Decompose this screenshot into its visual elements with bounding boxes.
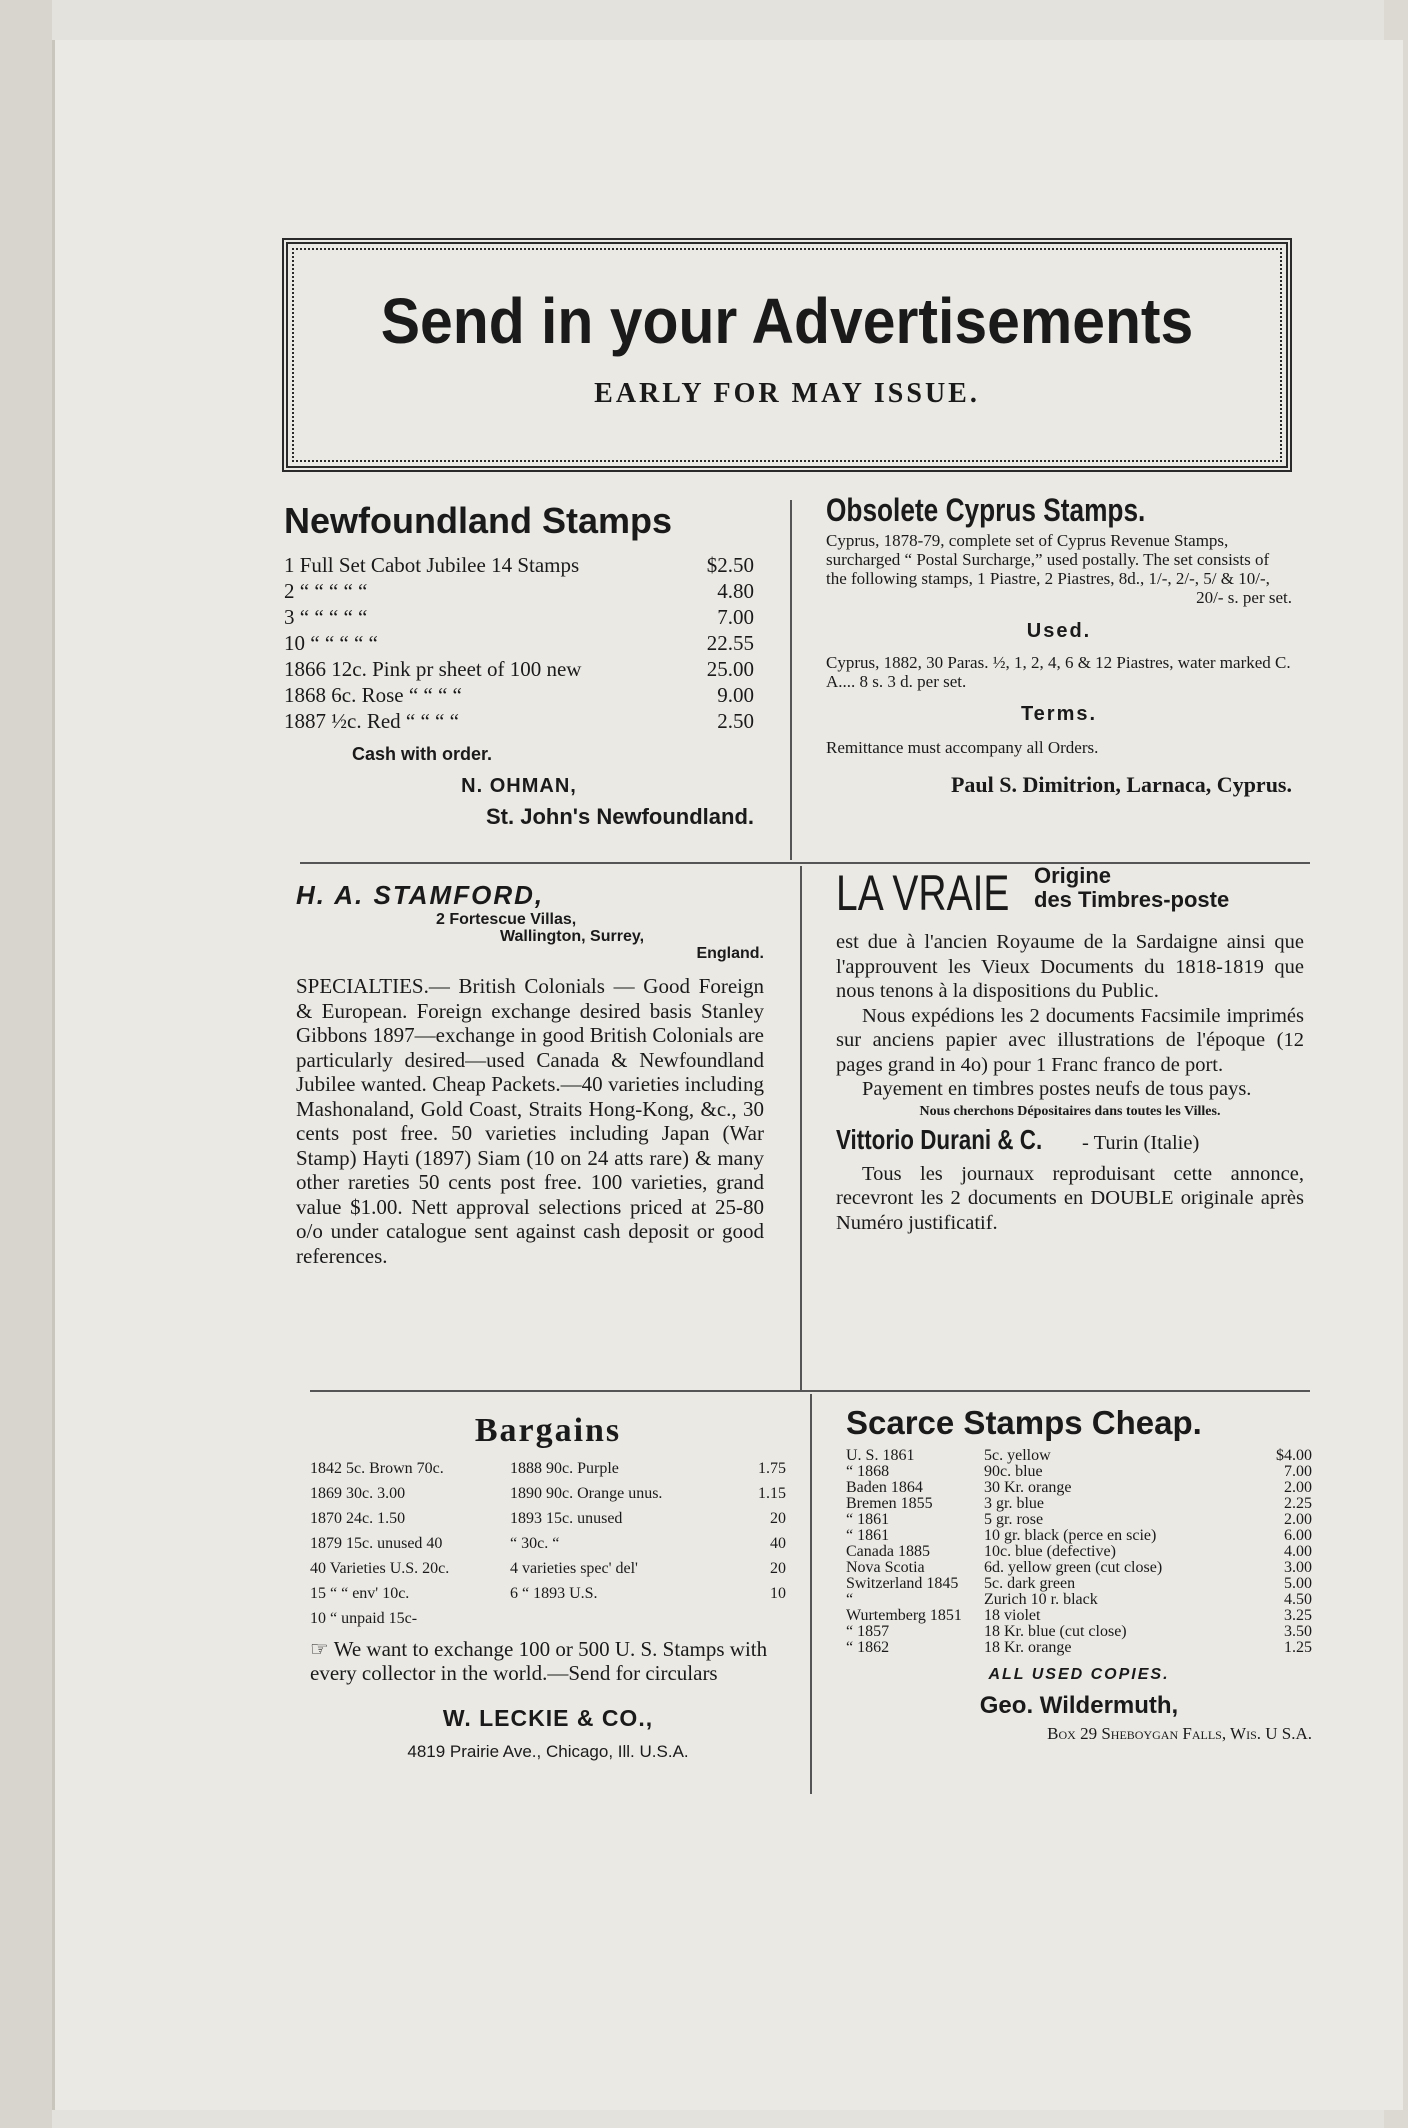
lavraie-paragraph-1: est due à l'ancien Royaume de la Sardaigne ainsi que l'approuvent les Vieux Documents du 1818-1819 que nous tenons à la dispositions du Public.: [836, 931, 1304, 1002]
newfoundland-row: [284, 656, 754, 682]
bargains-cell: 1879 15c. unused 40: [310, 1535, 443, 1552]
scarce-cell: 1.25: [1284, 1640, 1312, 1656]
newfoundland-terms: Cash with order.: [352, 744, 493, 764]
cyprus-name: Paul S. Dimitrion, Larnaca, Cyprus.: [950, 772, 1292, 797]
scarce-cell: Nova Scotia: [846, 1560, 925, 1576]
cyprus-used-text: Cyprus, 1882, 30 Paras. ½, 1, 2, 4, 6 & 12 Piastres, water marked C. A.... 8 s. 3 d. per set.: [826, 653, 1291, 691]
newfoundland-cell: 9.00: [717, 683, 754, 707]
lavraie-origine: Origine: [1034, 863, 1112, 888]
newfoundland-ad: [284, 500, 754, 830]
newfoundland-row: [284, 682, 754, 708]
page-edge-left: [0, 0, 52, 2128]
scarce-cell: 18 Kr. blue (cut close): [984, 1624, 1127, 1640]
scarce-cell: Wurtemberg 1851: [846, 1608, 962, 1624]
newfoundland-cell: 3 “ “ “ “ “: [284, 605, 368, 629]
cyprus-terms-heading: Terms.: [1020, 703, 1098, 725]
newfoundland-address: St. John's Newfoundland.: [485, 804, 754, 829]
scarce-cell: 90c. blue: [984, 1464, 1043, 1480]
scarce-row: [846, 1560, 1312, 1576]
newfoundland-cell: 1 Full Set Cabot Jubilee 14 Stamps: [284, 553, 580, 577]
bargains-cell: 15 “ “ env' 10c.: [310, 1585, 410, 1602]
lavraie-paragraph-5: Tous les journaux reproduisant cette annonce, recevront les 2 documents en DOUBLE originale après Numéro justificatif.: [836, 1162, 1304, 1234]
scarce-cell: 3 gr. blue: [984, 1496, 1044, 1512]
column-divider-mid: [800, 866, 802, 1390]
stamford-ad: [296, 880, 764, 1268]
scarce-cell: “: [846, 1592, 854, 1608]
newfoundland-cell: 7.00: [717, 605, 754, 629]
scarce-cell: 5 gr. rose: [984, 1512, 1044, 1528]
bargains-cell: 40 Varieties U.S. 20c.: [310, 1560, 450, 1577]
scarce-row: [846, 1640, 1312, 1656]
newfoundland-cell: 25.00: [706, 657, 754, 681]
scarce-cell: 2.00: [1284, 1512, 1312, 1528]
bargains-ad: [310, 1412, 786, 1762]
cyprus-terms-text: Remittance must accompany all Orders.: [826, 738, 1099, 757]
bargains-cell: 4 varieties spec' del': [510, 1560, 638, 1577]
stamford-address-2: Wallington, Surrey,: [500, 928, 645, 945]
scarce-cell: 7.00: [1284, 1464, 1312, 1480]
cyprus-used-heading: Used.: [1026, 620, 1092, 642]
newfoundland-heading: Newfoundland Stamps: [284, 500, 673, 541]
scarce-cell: Canada 1885: [846, 1544, 930, 1560]
bargains-cell: 10: [770, 1585, 786, 1602]
bargains-row: [310, 1481, 786, 1506]
bargains-cell: 20: [770, 1560, 786, 1577]
scarce-cell: 5c. dark green: [984, 1576, 1076, 1592]
cyprus-intro: Cyprus, 1878-79, complete set of Cyprus Revenue Stamps, surcharged “ Postal Surcharge,” used postally. The set consists of the following stamps, 1 Piastre, 2 Piastres, 8d., 1/-, 2/-, 5/ & 10/-,: [826, 531, 1270, 588]
newfoundland-cell: 2.50: [717, 709, 754, 733]
bargains-cell: 20: [770, 1510, 786, 1527]
newfoundland-cell: 4.80: [717, 579, 754, 603]
scarce-cell: “ 1868: [846, 1464, 890, 1480]
bargains-cell: 1890 90c. Orange unus.: [510, 1485, 663, 1502]
banner-title: Send in your Advertisements: [380, 285, 1194, 357]
newfoundland-name: N. OHMAN,: [461, 775, 577, 797]
lavraie-name: Vittorio Durani & C.: [836, 1123, 1043, 1155]
scarce-cell: 18 violet: [984, 1608, 1041, 1624]
scarce-cell: U. S. 1861: [846, 1448, 915, 1464]
bargains-cell: “ 30c. “: [510, 1535, 560, 1552]
scarce-price-list: [846, 1448, 1312, 1656]
newfoundland-row: [284, 708, 754, 734]
scarce-ad: [846, 1404, 1312, 1744]
newfoundland-row: [284, 578, 754, 604]
scarce-cell: 18 Kr. orange: [984, 1640, 1072, 1656]
bargains-cell: 1888 90c. Purple: [510, 1460, 619, 1477]
scarce-row: [846, 1512, 1312, 1528]
scarce-cell: 3.25: [1284, 1608, 1312, 1624]
newfoundland-cell: $2.50: [706, 553, 754, 577]
scarce-cell: 5.00: [1284, 1576, 1312, 1592]
bargains-row: [310, 1531, 786, 1556]
stamford-heading: H. A. STAMFORD,: [296, 880, 545, 910]
bargains-row: [310, 1456, 786, 1481]
scarce-cell: “ 1861: [846, 1528, 890, 1544]
newfoundland-row: [284, 630, 754, 656]
newfoundland-cell: 1887 ½c. Red “ “ “ “: [284, 709, 459, 733]
section-divider-2: [310, 1390, 1310, 1392]
bargains-cell: 1.15: [758, 1485, 786, 1502]
scarce-cell: 3.00: [1284, 1560, 1312, 1576]
bargains-row: [310, 1556, 786, 1581]
bargains-cell: 1870 24c. 1.50: [310, 1510, 406, 1527]
bargains-cell: [736, 1606, 786, 1631]
bargains-cell: 1893 15c. unused: [510, 1510, 623, 1527]
lavraie-subheading: des Timbres-poste: [1034, 887, 1230, 912]
scarce-cell: 5c. yellow: [984, 1448, 1051, 1464]
bargains-price-list: [310, 1456, 786, 1631]
scarce-cell: “ 1857: [846, 1624, 890, 1640]
scarce-row: [846, 1448, 1312, 1464]
newfoundland-cell: 2 “ “ “ “ “: [284, 579, 368, 603]
bargains-row: [310, 1581, 786, 1606]
scarce-row: [846, 1592, 1312, 1608]
bargains-row: [310, 1606, 786, 1631]
scarce-cell: 30 Kr. orange: [984, 1480, 1072, 1496]
bargains-row: [310, 1506, 786, 1531]
bargains-name: W. LECKIE & CO.,: [442, 1705, 654, 1731]
scarce-cell: Baden 1864: [846, 1480, 923, 1496]
newfoundland-row: [284, 552, 754, 578]
bargains-cell: 40: [770, 1535, 786, 1552]
cyprus-ad: [826, 492, 1292, 798]
scarce-cell: 2.25: [1284, 1496, 1312, 1512]
scarce-cell: 10 gr. black (perce en scie): [984, 1528, 1157, 1544]
scarce-cell: “ 1862: [846, 1640, 890, 1656]
scarce-cell: “ 1861: [846, 1512, 890, 1528]
scarce-heading: Scarce Stamps Cheap.: [846, 1404, 1202, 1441]
scarce-row: [846, 1544, 1312, 1560]
scarce-row: [846, 1528, 1312, 1544]
newfoundland-cell: 22.55: [706, 631, 754, 655]
newfoundland-cell: 1868 6c. Rose “ “ “ “: [284, 683, 462, 707]
bargains-address: 4819 Prairie Ave., Chicago, Ill. U.S.A.: [407, 1742, 689, 1761]
bargains-cell: 1869 30c. 3.00: [310, 1485, 406, 1502]
newfoundland-row: [284, 604, 754, 630]
scarce-row: [846, 1624, 1312, 1640]
banner-frame: [282, 238, 1292, 472]
bargains-cell: 6 “ 1893 U.S.: [510, 1585, 598, 1602]
scarce-cell: Bremen 1855: [846, 1496, 933, 1512]
bargains-cell: 1.75: [758, 1460, 786, 1477]
bargains-cell: 1842 5c. Brown 70c.: [310, 1460, 444, 1477]
scarce-row: [846, 1496, 1312, 1512]
scarce-name: Geo. Wildermuth,: [979, 1692, 1179, 1719]
bargains-note: ☞ We want to exchange 100 or 500 U. S. Stamps with every collector in the world.—Send for circulars: [310, 1637, 768, 1685]
lavraie-heading: LA VRAIE: [836, 865, 1010, 921]
cyprus-heading: Obsolete Cyprus Stamps.: [826, 492, 1146, 528]
scarce-address: Box 29 Sheboygan Falls, Wis. U S.A.: [1047, 1724, 1312, 1743]
scarce-cell: 10c. blue (defective): [984, 1544, 1116, 1560]
scarce-cell: $4.00: [1276, 1448, 1312, 1464]
scarce-cell: 6.00: [1284, 1528, 1312, 1544]
scarce-cell: Zurich 10 r. black: [984, 1592, 1098, 1608]
cyprus-price: 20/- s. per set.: [1196, 588, 1292, 607]
scarce-cell: Switzerland 1845: [846, 1576, 959, 1592]
scarce-row: [846, 1576, 1312, 1592]
scarce-cell: 2.00: [1284, 1480, 1312, 1496]
bargains-heading: Bargains: [474, 1412, 622, 1449]
column-divider-top: [790, 500, 792, 860]
bargains-cell: [510, 1606, 736, 1631]
lavraie-paragraph-2: Nous expédions les 2 documents Facsimile imprimés sur anciens papier avec illustrations de l'époque (12 pages grand in 4o) pour 1 Franc franco de port.: [836, 1004, 1304, 1076]
lavraie-paragraph-4: Nous cherchons Dépositaires dans toutes les Villes.: [919, 1103, 1221, 1119]
column-divider-bottom: [810, 1394, 812, 1794]
bargains-cell: 10 “ unpaid 15c-: [310, 1610, 418, 1627]
stamford-address-3: England.: [696, 945, 764, 962]
scarce-cell: 4.50: [1284, 1592, 1312, 1608]
newfoundland-cell: 1866 12c. Pink pr sheet of 100 new: [284, 657, 582, 681]
scarce-cell: 6d. yellow green (cut close): [984, 1560, 1163, 1576]
scarce-row: [846, 1464, 1312, 1480]
newfoundland-cell: 10 “ “ “ “ “: [284, 631, 378, 655]
lavraie-paragraph-3: Payement en timbres postes neufs de tous pays.: [862, 1078, 1252, 1100]
lavraie-ad: [836, 864, 1304, 1235]
banner-subtitle: EARLY FOR MAY ISSUE.: [594, 378, 980, 409]
scarce-note: ALL USED COPIES.: [988, 1666, 1170, 1683]
scarce-row: [846, 1480, 1312, 1496]
scarce-row: [846, 1608, 1312, 1624]
stamford-address-1: 2 Fortescue Villas,: [436, 911, 577, 928]
scarce-cell: 4.00: [1284, 1544, 1312, 1560]
newfoundland-price-list: [284, 552, 754, 734]
stamford-body: SPECIALTIES.— British Colonials — Good Foreign & European. Foreign exchange desired basis Stanley Gibbons 1897—exchange in good British Colonials are particularly desired—used Canada & Newfoundland Jubilee wanted. Cheap Packets.—40 varieties including Mashonaland, Gold Coast, Straits Hong-Kong, &c., 30 cents post free. 50 varieties including Japan (War Stamp) Hayti (1897) Siam (10 on 24 atts rare) & many other rareties 50 cents post free. 100 varieties, grand value $1.00. Nett approval selections priced at 25-80 o/o under catalogue sent against cash deposit or good references.: [296, 974, 764, 1268]
lavraie-city: - Turin (Italie): [1082, 1131, 1200, 1154]
scarce-cell: 3.50: [1284, 1624, 1312, 1640]
